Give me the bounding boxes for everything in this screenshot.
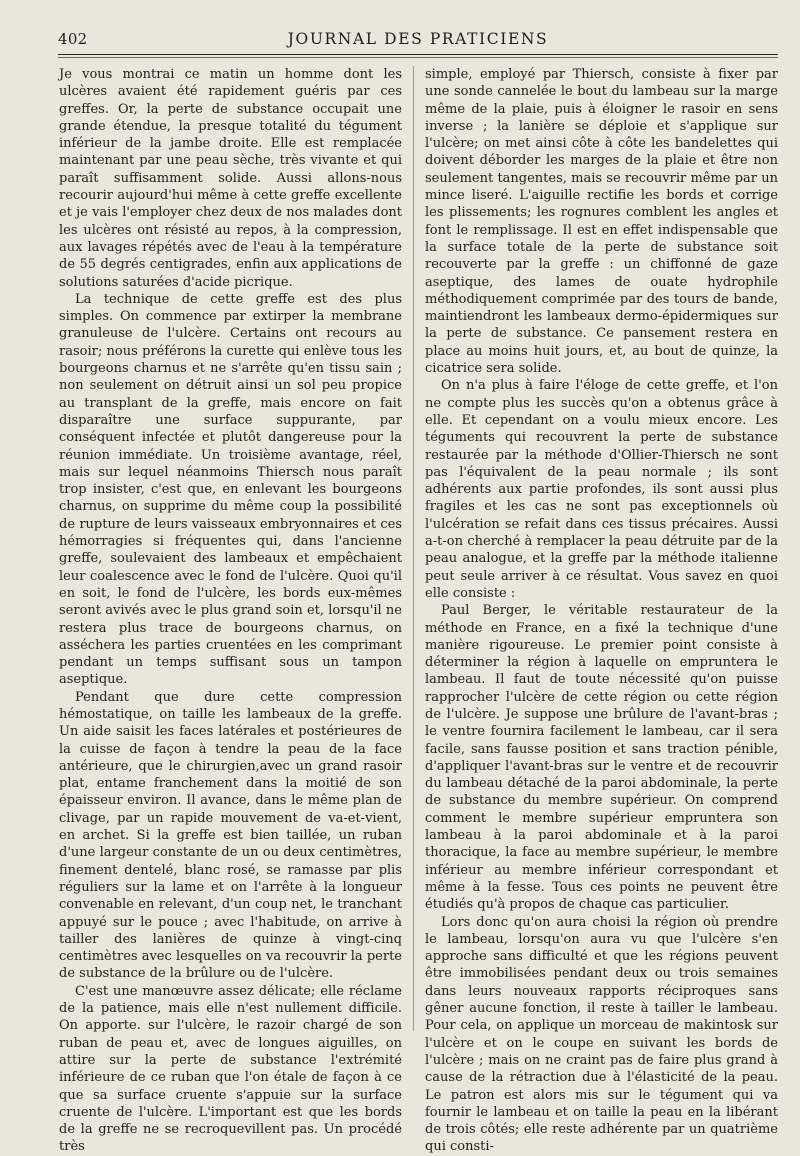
column-divider: [413, 66, 414, 1031]
header-rule-thin: [58, 57, 778, 58]
paragraph: Paul Berger, le véritable restaurateur de la méthode en France, en a fixé la technique d'une manière rigoureuse. Le premier point consiste à déterminer la région à laquelle on empruntera le lambeau. Il faut de toute nécessité qu'on puisse rapprocher l'ulcère de cette région ou cette région de l'ulcère. Je suppose une brûlure de l'avant-bras ; le ventre fournira facilement le lambeau, car il sera facile, sans fausse position et sans traction pénible, d'appliquer l'avant-bras sur le ventre et de recouvrir du lambeau détaché de la paroi abdominale, la perte de substance du membre supérieur. On comprend comment le membre supérieur empruntera son lambeau à la paroi abdominale et à la paroi thoracique, la face au membre supérieur, le membre inférieur au membre inférieur correspondant et même à la fesse. Tous ces points ne peuvent être étudiés qu'à propos de chaque cas particulier.: [425, 603, 778, 913]
paragraph: simple, employé par Thiersch, consiste à fixer par une sonde cannelée le bout du lambeau sur la marge même de la plaie, puis à éloigner le rasoir en sens inverse ; la lanière se déploie et s'applique sur l'ulcère; on met ainsi côte à côte les bandelettes qui doivent déborder les marges de la plaie et être non seulement tangentes, mais se recouvrir même par un mince liseré. L'aiguille rectifie les bords et corrige les plissements; les rognures comblent les angles et font le remplissage. Il est en effet indispensable que la surface totale de la perte de substance soit recouverte par la greffe : un chiffonné de gaze aseptique, des lames de ouate hydrophile méthodiquement comprimée par des tours de bande, maintiendront les lambeaux dermo-épidermiques sur la perte de substance. Ce pansement restera en place au moins huit jours, et, au bout de quinze, la cicatrice sera solide.: [425, 67, 778, 377]
paragraph: Je vous montrai ce matin un homme dont les ulcères avaient été rapidement guéris par ces greffes. Or, la perte de substance occupait une grande étendue, la presque totalité du tégument inférieur de la jambe droite. Elle est remplacée maintenant par une peau sèche, très vivante et qui paraît suffisamment solide. Aussi allons-nous recourir aujourd'hui même à cette greffe excellente et je vais l'employer chez deux de nos malades dont les ulcères ont résisté au repos, à la compression, aux lavages répétés avec de l'eau à la température de 55 degrés centigrades, enfin aux applications de solutions saturées d'acide picrique.: [59, 67, 402, 290]
running-title: JOURNAL DES PRATICIENS: [287, 30, 549, 48]
paragraph: Lors donc qu'on aura choisi la région où prendre le lambeau, lorsqu'on aura vu que l'ulcère s'en approche sans difficulté et que les régions peuvent être immobilisées pendant deux ou trois semaines dans leurs nouveaux rapports réciproques sans gêner aucune fonction, il reste à tailler le lambeau. Pour cela, on applique un morceau de makintosk sur l'ulcère et on le coupe en suivant les bords de l'ulcère ; mais on ne craint pas de faire plus grand à cause de la rétraction due à l'élasticité de la peau. Le patron est alors mis sur le tégument qui va fournir le lambeau et on taille la peau en la libérant de trois côtés; elle reste adhérente par un quatrième qui consti-: [425, 914, 778, 1155]
right-column: [425, 66, 778, 1156]
left-column: [59, 66, 402, 1156]
paragraph: On n'a plus à faire l'éloge de cette greffe, et l'on ne compte plus les succès qu'on a obtenus grâce à elle. Et cependant on a voulu mieux encore. Les téguments qui recouvrent la perte de substance restaurée par la méthode d'Ollier-Thiersch ne sont pas l'équivalent de la peau normale ; ils sont adhérents aux partie profondes, ils sont aussi plus fragiles et les cas ne sont pas exceptionnels où l'ulcération se refait dans ces tissus précaires. Aussi a-t-on cherché à remplacer la peau détruite par de la peau analogue, et la greffe par la méthode italienne peut seule arriver à ce résultat. Vous savez en quoi elle consiste :: [425, 378, 778, 601]
paragraph: C'est une manœuvre assez délicate; elle réclame de la patience, mais elle n'est nullement difficile. On apporte. sur l'ulcère, le razoir chargé de son ruban de peau et, avec de longues aiguilles, on attire sur la perte de substance l'extrémité inférieure de ce ruban que l'on étale de façon à ce que sa surface cruente s'appuie sur la surface cruente de l'ulcère. L'important est que les bords de la greffe ne se recroquevillent pas. Un procédé très: [59, 983, 402, 1155]
page-number: 402: [58, 30, 88, 48]
paragraph: Pendant que dure cette compression hémostatique, on taille les lambeaux de la greffe. Un aide saisit les faces latérales et postérieures de la cuisse de façon à tendre la peau de la face antérieure, que le chirurgien,avec un grand rasoir plat, entame franchement dans la moitié de son épaisseur environ. Il avance, dans le même plan de clivage, par un rapide mouvement de va-et-vient, en archet. Si la greffe est bien taillée, un ruban d'une largeur constante de un ou deux centimètres, finement dentelé, blanc rosé, se ramasse par plis réguliers sur la lame et on l'arrête à la longueur convenable en relevant, d'un coup net, le tranchant appuyé sur le pouce ; avec l'habitude, on arrive à tailler des lanières de quinze à vingt-cinq centimètres avec lesquelles on va recouvrir la perte de substance de la brûlure ou de l'ulcère.: [59, 689, 402, 982]
paragraph: La technique de cette greffe est des plus simples. On commence par extirper la membrane granuleuse de l'ulcère. Certains ont recours au rasoir; nous préférons la curette qui enlève tous les bourgeons charnus et ne s'arrête qu'en tissu sain ; non seulement on détruit ainsi un sol peu propice au transplant de la greffe, mais encore on fait disparaître une surface suppurante, par conséquent infectée et plutôt dangereuse pour la réunion immédiate. Un troisième avantage, réel, mais sur lequel néanmoins Thiersch nous paraît trop insister, c'est que, en enlevant les bourgeons charnus, on supprime du même coup la possibilité de rupture de leurs vaisseaux embryonnaires et ces hémorragies si fréquentes qui, dans l'ancienne greffe, soulevaient des lambeaux et empêchaient leur coalescence avec le fond de l'ulcère. Quoi qu'il en soit, le fond de l'ulcère, les bords eux-mêmes seront avivés avec le plus grand soin et, lorsqu'il ne restera plus trace de bourgeons charnus, on asséchera les parties cruentées en les comprimant pendant un temps suffisant sous un tampon aseptique.: [59, 291, 402, 688]
page-header: [58, 30, 778, 52]
header-rule: [58, 54, 778, 55]
